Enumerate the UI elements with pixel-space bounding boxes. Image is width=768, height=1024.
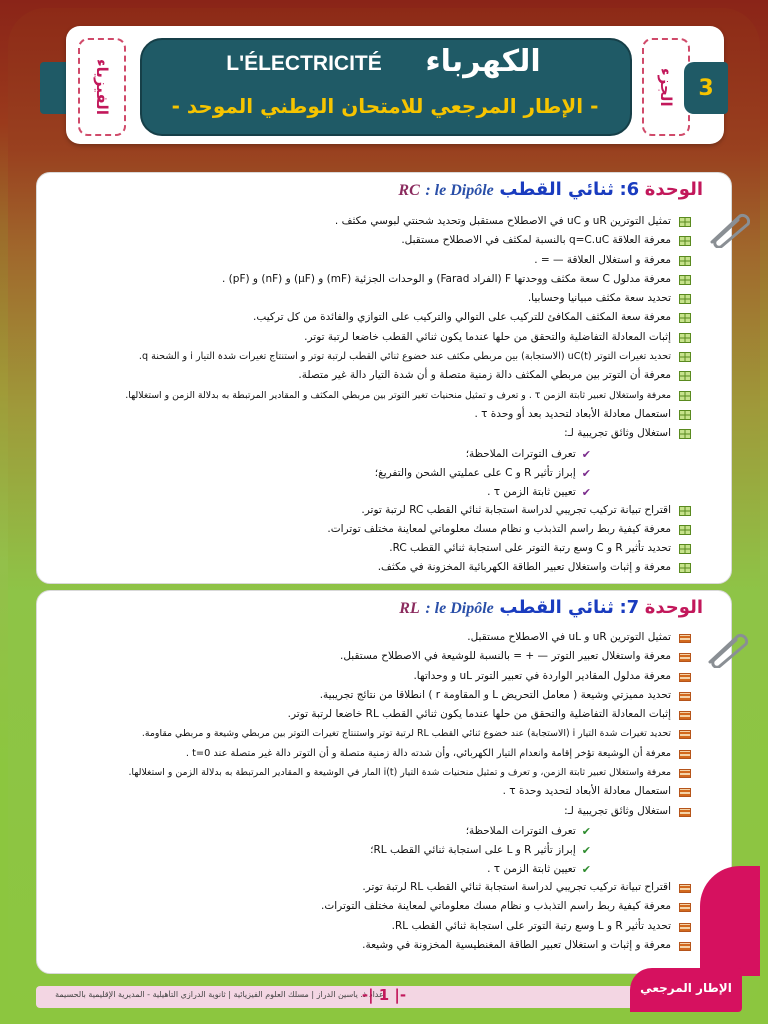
sub-item: ✔ تعرف التوترات الملاحظة؛ xyxy=(465,824,591,838)
checkmark-icon: ✔ xyxy=(581,466,591,480)
title-arabic: الكهرباء xyxy=(425,44,541,79)
striped-bullet-icon xyxy=(679,923,691,932)
grid-bullet-icon xyxy=(679,313,691,323)
list-item: معرفة كيفية ربط راسم التذبذب و نظام مسك معلوماتي لمعاينة مختلف التوترات. xyxy=(31,898,691,917)
striped-bullet-icon xyxy=(679,884,691,893)
striped-bullet-icon xyxy=(679,673,691,682)
grid-bullet-icon xyxy=(679,352,691,362)
striped-bullet-icon xyxy=(679,808,691,817)
list-item: معرفة العلاقة q=C.uC بالنسبة لمكثف في الاصطلاح مستقبل. xyxy=(31,232,691,251)
list-item: معرفة واستغلال تعبير ثابتة الزمن، و تعرف و تمثيل منحنيات شدة التيار i(t) المار في الوشيعة و المقادير المرتبطة به بدلالة الزمن و استغلالها. xyxy=(31,764,691,783)
striped-bullet-icon xyxy=(679,711,691,720)
list-item: معرفة مدلول المقادير الواردة في تعبير التوتر uL و وحداتها. xyxy=(31,668,691,687)
list-item: تحديد مميزتي وشيعة ( معامل التحريض L و المقاومة r ) انطلاقا من نتائج تجريبية. xyxy=(31,687,691,706)
grid-bullet-icon xyxy=(679,391,691,401)
subject-tab: الفيزياء xyxy=(78,38,126,136)
list-item: استعمال معادلة الأبعاد لتحديد بعد أو وحدة τ . xyxy=(31,406,691,425)
grid-bullet-icon xyxy=(679,294,691,304)
footer-credits: إعداد ذ. ياسين الدراز | مسلك العلوم الفيزيائية | ثانوية الدرازي التأهيلية - المديرية الإقليمية بالحسيمة xyxy=(55,990,386,999)
checkmark-icon: ✔ xyxy=(581,843,591,857)
grid-bullet-icon xyxy=(679,256,691,266)
checkmark-icon: ✔ xyxy=(581,824,591,838)
list-item: إثبات المعادلة التفاضلية والتحقق من حلها عندما يكون ثنائي القطب RL خاضعا لرتبة توتر. xyxy=(31,706,691,725)
list-item: معرفة أن الوشيعة تؤخر إقامة وانعدام التيار الكهربائي، وأن شدته دالة زمنية متصلة و أن التوتر دالة غير متصلة عند t=0 . xyxy=(31,745,691,764)
section-7-heading: الوحدة 7: ثنائي القطب RL : le Dipôle xyxy=(399,597,703,618)
section-7-list xyxy=(31,629,691,956)
striped-bullet-icon xyxy=(679,903,691,912)
striped-bullet-icon xyxy=(679,634,691,643)
title-french: L'ÉLECTRICITÉ xyxy=(226,52,382,75)
list-item: معرفة مدلول C سعة مكثف ووحدتها F (الفراد Farad) و الوحدات الجزئية (mF) و (μF) و (nF) و (pF) . xyxy=(31,271,691,290)
sub-item: ✔ تعيين ثابتة الزمن τ . xyxy=(487,485,591,499)
paperclip-icon xyxy=(706,208,750,248)
corner-decoration xyxy=(700,866,760,976)
checkmark-icon: ✔ xyxy=(581,447,591,461)
grid-bullet-icon xyxy=(679,275,691,285)
grid-bullet-icon xyxy=(679,410,691,420)
list-item: معرفة و إثبات و استغلال تعبير الطاقة المغنطيسية المخزونة في وشيعة. xyxy=(31,937,691,956)
grid-bullet-icon xyxy=(679,429,691,439)
striped-bullet-icon xyxy=(679,788,691,797)
sub-item: ✔ تعرف التوترات الملاحظة؛ xyxy=(465,447,591,461)
grid-bullet-icon xyxy=(679,217,691,227)
list-item: استعمال معادلة الأبعاد لتحديد وحدة τ . xyxy=(31,783,691,802)
section-6-list xyxy=(31,213,691,579)
checkmark-icon: ✔ xyxy=(581,485,591,499)
list-item: استغلال وثائق تجريبية لـ: xyxy=(31,803,691,822)
section-6-heading: الوحدة 6: ثنائي القطب RC : le Dipôle xyxy=(398,179,703,200)
part-tab: الجزء xyxy=(642,38,690,136)
list-item: معرفة واستغلال تعبير ثابتة الزمن τ . و تعرف و تمثيل منحنيات تغير التوتر بين مربطي المكثف و المقادير المرتبطة به بدلالة الزمن و استغلالها. xyxy=(31,387,691,406)
striped-bullet-icon xyxy=(679,942,691,951)
grid-bullet-icon xyxy=(679,333,691,343)
list-item: تمثيل التوترين uR و uC في الاصطلاح مستقبل وتحديد شحنتي لبوسي مكثف . xyxy=(31,213,691,232)
striped-bullet-icon xyxy=(679,750,691,759)
list-item: استغلال وثائق تجريبية لـ: xyxy=(31,425,691,444)
striped-bullet-icon xyxy=(679,692,691,701)
list-item: معرفة واستغلال تعبير التوتر — + = بالنسبة للوشيعة في الاصطلاح مستقبل. xyxy=(31,648,691,667)
grid-bullet-icon xyxy=(679,506,691,516)
paperclip-icon xyxy=(704,628,748,668)
list-item: معرفة كيفية ربط راسم التذبذب و نظام مسك معلوماتي لمعاينة مختلف توترات. xyxy=(31,521,691,540)
sub-item: ✔ تعيين ثابتة الزمن τ . xyxy=(487,862,591,876)
list-item: تحديد تأثير R و C وسع رتبة التوتر على استجابة ثنائي القطب RC. xyxy=(31,540,691,559)
striped-bullet-icon xyxy=(679,653,691,662)
grid-bullet-icon xyxy=(679,563,691,573)
grid-bullet-icon xyxy=(679,236,691,246)
footer-tab: الإطار المرجعي xyxy=(630,968,742,1012)
striped-bullet-icon xyxy=(679,769,691,778)
list-item: تحديد تغيرات شدة التيار i (الاستجابة) عند خضوع ثنائي القطب RL لرتبة توتر واستنتاج تغيرات التوتر بين مربطي وشيعة و مربطي مقاومة. xyxy=(31,725,691,744)
grid-bullet-icon xyxy=(679,525,691,535)
section-6-panel xyxy=(36,172,732,584)
list-item: إثبات المعادلة التفاضلية والتحقق من حلها عندما يكون ثنائي القطب خاضعا لرتبة توتر. xyxy=(31,329,691,348)
sub-item: ✔ إبراز تأثير R و C على عمليتي الشحن والتفريغ؛ xyxy=(374,466,591,480)
striped-bullet-icon xyxy=(679,730,691,739)
list-item: معرفة سعة المكثف المكافئ للتركيب على التوالي والتركيب على التوازي والفائدة من كل تركيب. xyxy=(31,309,691,328)
list-item: تحديد سعة مكثف مبيانيا وحسابيا. xyxy=(31,290,691,309)
list-item: تحديد تأثير R و L وسع رتبة التوتر على استجابة ثنائي القطب RL. xyxy=(31,918,691,937)
grid-bullet-icon xyxy=(679,371,691,381)
list-item: معرفة أن التوتر بين مربطي المكثف دالة زمنية متصلة و أن شدة التيار دالة غير متصلة. xyxy=(31,367,691,386)
section-7-panel xyxy=(36,590,732,974)
list-item: تمثيل التوترين uR و uL في الاصطلاح مستقبل. xyxy=(31,629,691,648)
header-subtitle: - الإطار المرجعي للامتحان الوطني الموحد - xyxy=(171,94,599,118)
list-item: معرفة و استغلال العلاقة — = . xyxy=(31,252,691,271)
part-number-badge: 3 xyxy=(684,62,728,114)
list-item: اقتراح تبيانة تركيب تجريبي لدراسة استجابة ثنائي القطب RL لرتبة توتر. xyxy=(31,879,691,898)
sub-item: ✔ إبراز تأثير R و L على استجابة ثنائي القطب RL؛ xyxy=(370,843,591,857)
checkmark-icon: ✔ xyxy=(581,862,591,876)
list-item: اقتراح تبيانة تركيب تجريبي لدراسة استجابة ثنائي القطب RC لرتبة توتر. xyxy=(31,502,691,521)
list-item: معرفة و إثبات واستغلال تعبير الطاقة الكهربائية المخزونة في مكثف. xyxy=(31,559,691,578)
grid-bullet-icon xyxy=(679,544,691,554)
page-number: -| 1 |- xyxy=(361,986,407,1004)
list-item: تحديد تغيرات التوتر uC(t) (الاستجابة) بين مربطي مكثف عند خضوع ثنائي القطب لرتبة توتر و استنتاج تغيرات شدة التيار i و الشحنة q. xyxy=(31,348,691,367)
